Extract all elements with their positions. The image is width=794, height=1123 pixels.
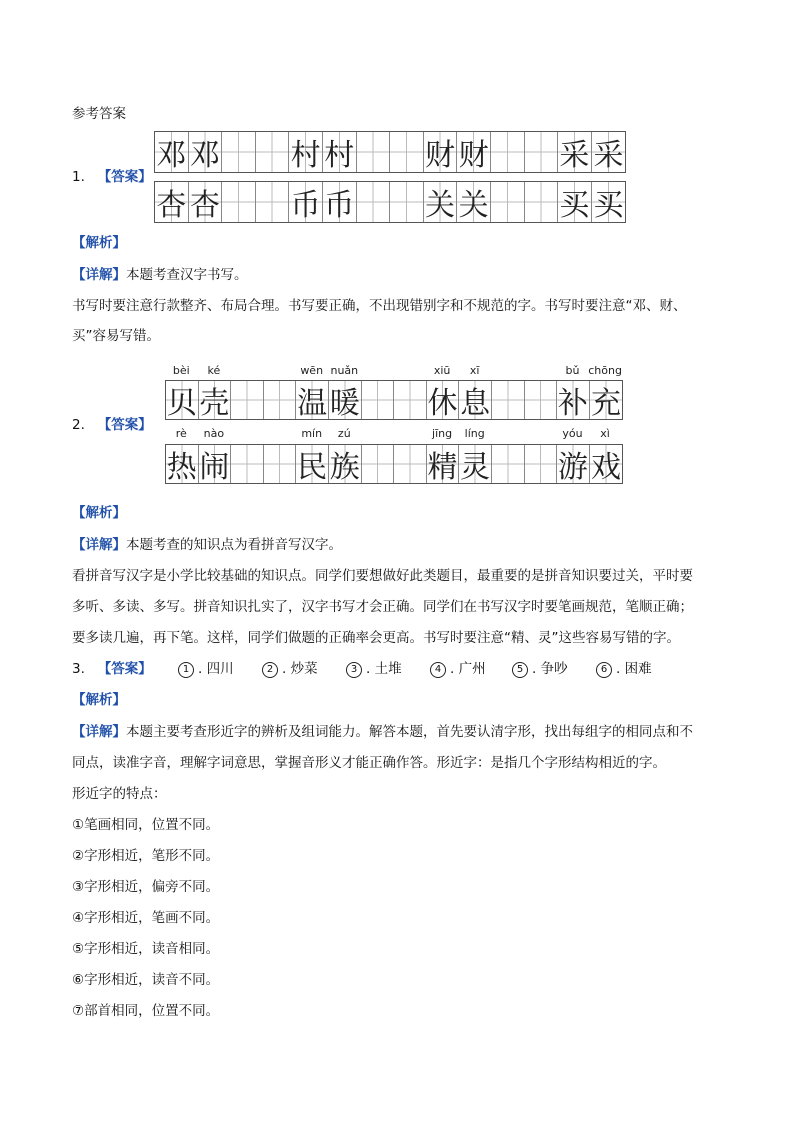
grid-cell xyxy=(296,445,329,483)
grid-cell xyxy=(222,132,256,172)
q3-detail xyxy=(72,722,693,742)
pinyin-label: jīng xyxy=(432,427,453,440)
grid-cell xyxy=(323,132,357,172)
option-number-circle: 2 xyxy=(262,662,278,678)
q3-point: ⑦部首相同，位置不同。 xyxy=(72,1003,220,1019)
q1-analysis-label: 【解析】 xyxy=(72,235,126,251)
grid-character: 财 xyxy=(458,138,489,173)
q2-paragraph-line2: 多听、多读、多写。拼音知识扎实了，汉字书写才会正确。同学们在书写汉字时要笔画规范，笔顺正确； xyxy=(72,599,693,615)
q1-paragraph-line2: 买”容易写错。 xyxy=(72,328,160,344)
q3-paragraph-line3: 形近字的特点： xyxy=(72,786,167,802)
grid-cell xyxy=(256,182,290,222)
grid-character: 关 xyxy=(458,188,489,223)
answer-header: 参考答案 xyxy=(72,106,126,122)
pinyin-label: xī xyxy=(469,364,480,377)
grid-character: 杏 xyxy=(189,188,220,223)
grid-cell xyxy=(329,445,362,483)
pinyin-label: yóu xyxy=(562,427,583,440)
grid-cell xyxy=(525,445,558,483)
grid-character: 财 xyxy=(425,138,456,173)
grid-cell xyxy=(362,381,395,419)
pinyin-label: wēn xyxy=(300,364,324,377)
grid-character: 戏 xyxy=(591,450,622,485)
q2-number: 2. xyxy=(72,417,85,433)
pinyin-label: mín xyxy=(301,427,323,440)
q3-point: ⑤字形相近，读音相同。 xyxy=(72,941,220,957)
grid-cell xyxy=(357,182,391,222)
q1-detail-label: 【详解】 xyxy=(72,267,126,283)
grid-character: 补 xyxy=(557,386,588,421)
grid-cell xyxy=(424,182,458,222)
grid-character: 休 xyxy=(427,386,458,421)
q3-option xyxy=(512,659,568,679)
grid-cell xyxy=(166,381,199,419)
pinyin-label: bǔ xyxy=(565,364,580,377)
q3-point: ①笔画相同，位置不同。 xyxy=(72,817,220,833)
grid-cell xyxy=(231,445,264,483)
grid-character: 民 xyxy=(297,450,328,485)
q3-point: ⑥字形相近，读音不同。 xyxy=(72,972,220,988)
q1-label xyxy=(72,167,152,187)
q1-grid-row1 xyxy=(154,131,626,173)
grid-cell xyxy=(457,182,491,222)
grid-cell xyxy=(558,182,592,222)
q3-paragraph-line2: 同点，读准字音，理解字词意思，掌握音形义才能正确作答。形近字：是指几个字形结构相近的字。 xyxy=(72,755,666,771)
grid-cell xyxy=(357,132,391,172)
q1-grid-row2 xyxy=(154,181,626,223)
option-number-circle: 6 xyxy=(596,662,612,678)
q3-option xyxy=(178,659,234,679)
grid-cell xyxy=(491,182,525,222)
q1-detail xyxy=(72,265,248,285)
grid-cell xyxy=(394,445,427,483)
grid-cell xyxy=(457,132,491,172)
q1-paragraph-line1: 书写时要注意行款整齐、布局合理。书写要正确，不出现错别字和不规范的字。书写时要注意“邓、财、 xyxy=(72,298,687,314)
q2-analysis-label: 【解析】 xyxy=(72,505,126,521)
q2-paragraph-line3: 要多读几遍，再下笔。这样，同学们做题的正确率会更高。书写时要注意“精、灵”这些容易写错的字。 xyxy=(72,630,680,646)
grid-cell xyxy=(296,381,329,419)
q3-number: 3. xyxy=(72,661,85,677)
option-number-circle: 1 xyxy=(178,662,194,678)
option-text: . 土堆 xyxy=(366,661,402,677)
grid-character: 邓 xyxy=(156,138,187,173)
grid-cell xyxy=(199,445,232,483)
grid-cell xyxy=(155,132,189,172)
grid-cell xyxy=(166,445,199,483)
grid-cell xyxy=(427,381,460,419)
option-text: . 炒菜 xyxy=(282,661,318,677)
q1-answer-label: 【答案】 xyxy=(97,169,152,185)
pinyin-label: rè xyxy=(175,427,187,440)
grid-cell xyxy=(590,445,623,483)
grid-cell xyxy=(557,445,590,483)
q3-option xyxy=(430,659,486,679)
grid-cell xyxy=(222,182,256,222)
grid-cell xyxy=(557,381,590,419)
grid-cell xyxy=(491,132,525,172)
q2-detail xyxy=(72,535,342,555)
grid-cell xyxy=(362,445,395,483)
option-number-circle: 3 xyxy=(346,662,362,678)
grid-character: 杏 xyxy=(156,188,187,223)
q2-detail-label: 【详解】 xyxy=(72,537,126,553)
q2-detail-text: 本题考查的知识点为看拼音写汉字。 xyxy=(126,537,342,553)
option-number-circle: 4 xyxy=(430,662,446,678)
grid-character: 暖 xyxy=(329,386,360,421)
grid-character: 币 xyxy=(324,188,355,223)
grid-cell xyxy=(592,132,626,172)
grid-cell xyxy=(231,381,264,419)
grid-character: 充 xyxy=(591,386,622,421)
q3-point: ②字形相近，笔形不同。 xyxy=(72,848,220,864)
option-text: . 四川 xyxy=(198,661,234,677)
grid-cell xyxy=(199,381,232,419)
grid-character: 采 xyxy=(559,138,590,173)
grid-cell xyxy=(189,132,223,172)
q1-number: 1. xyxy=(72,169,85,185)
q3-answer-label: 【答案】 xyxy=(97,661,152,677)
pinyin-label: bèi xyxy=(172,364,190,377)
q3-option xyxy=(596,659,652,679)
grid-character: 买 xyxy=(559,188,590,223)
grid-character: 闹 xyxy=(199,450,230,485)
grid-cell xyxy=(459,445,492,483)
grid-cell xyxy=(558,132,592,172)
q3-detail-label: 【详解】 xyxy=(72,724,126,740)
grid-character: 关 xyxy=(425,188,456,223)
q2-paragraph-line1: 看拼音写汉字是小学比较基础的知识点。同学们要想做好此类题目，最重要的是拼音知识要过关，平时要 xyxy=(72,568,693,584)
grid-cell xyxy=(590,381,623,419)
grid-cell xyxy=(592,182,626,222)
grid-cell xyxy=(256,132,290,172)
q2-label xyxy=(72,415,152,435)
q1-detail-text: 本题考查汉字书写。 xyxy=(126,267,248,283)
pinyin-label: chōng xyxy=(588,364,622,377)
pinyin-label: ké xyxy=(207,364,221,377)
grid-cell xyxy=(424,132,458,172)
grid-character: 热 xyxy=(166,450,197,485)
grid-character: 灵 xyxy=(460,450,491,485)
pinyin-label: xì xyxy=(600,427,610,440)
q2-answer-label: 【答案】 xyxy=(97,417,152,433)
grid-cell xyxy=(525,182,559,222)
grid-character: 采 xyxy=(593,138,624,173)
q3-analysis-label: 【解析】 xyxy=(72,692,126,708)
grid-cell xyxy=(525,381,558,419)
grid-cell xyxy=(264,381,297,419)
grid-cell xyxy=(323,182,357,222)
grid-cell xyxy=(289,182,323,222)
grid-character: 村 xyxy=(324,138,355,173)
grid-cell xyxy=(390,182,424,222)
grid-cell xyxy=(394,381,427,419)
option-text: . 困难 xyxy=(616,661,652,677)
q3-label xyxy=(72,659,152,679)
q3-point: ④字形相近，笔画不同。 xyxy=(72,910,220,926)
option-text: . 广州 xyxy=(450,661,486,677)
q2-grid-row1 xyxy=(165,380,623,420)
grid-cell xyxy=(459,381,492,419)
grid-cell xyxy=(329,381,362,419)
q3-option xyxy=(262,659,318,679)
grid-cell xyxy=(390,132,424,172)
grid-cell xyxy=(427,445,460,483)
grid-character: 精 xyxy=(427,450,458,485)
grid-character: 游 xyxy=(557,450,588,485)
grid-character: 邓 xyxy=(189,138,220,173)
grid-cell xyxy=(189,182,223,222)
pinyin-label: nào xyxy=(203,427,225,440)
grid-character: 买 xyxy=(593,188,624,223)
q2-grid-row2 xyxy=(165,444,623,484)
grid-cell xyxy=(525,132,559,172)
pinyin-label: xiū xyxy=(433,364,451,377)
q3-point: ③字形相近，偏旁不同。 xyxy=(72,879,220,895)
grid-character: 币 xyxy=(290,188,321,223)
grid-character: 村 xyxy=(290,138,321,173)
grid-character: 壳 xyxy=(199,386,230,421)
grid-character: 贝 xyxy=(166,386,197,421)
pinyin-label: zú xyxy=(337,427,351,440)
q3-option xyxy=(346,659,402,679)
grid-cell xyxy=(289,132,323,172)
option-number-circle: 5 xyxy=(512,662,528,678)
grid-cell xyxy=(155,182,189,222)
pinyin-label: líng xyxy=(464,427,485,440)
pinyin-label: nuǎn xyxy=(330,364,359,377)
q3-detail-text: 本题主要考查形近字的辨析及组词能力。解答本题，首先要认清字形，找出每组字的相同点和不 xyxy=(126,724,693,740)
grid-character: 温 xyxy=(297,386,328,421)
grid-character: 族 xyxy=(329,450,360,485)
grid-cell xyxy=(264,445,297,483)
grid-cell xyxy=(492,445,525,483)
option-text: . 争吵 xyxy=(532,661,568,677)
grid-character: 息 xyxy=(460,386,491,421)
grid-cell xyxy=(492,381,525,419)
